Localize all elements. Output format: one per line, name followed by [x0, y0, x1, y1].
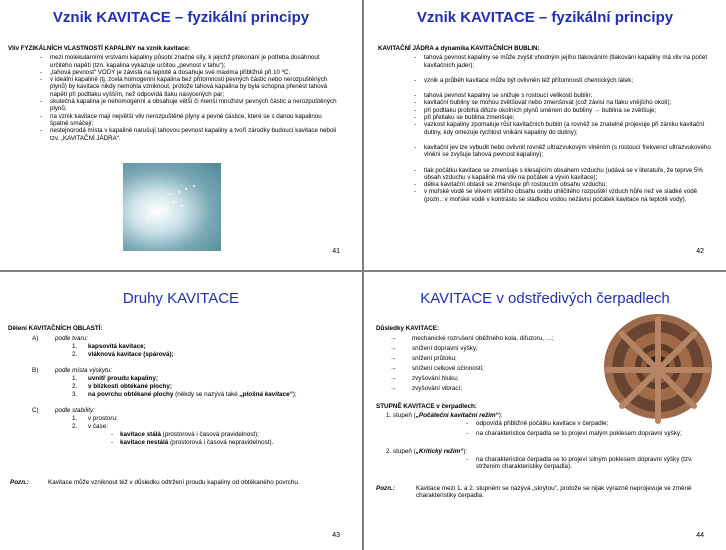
item-number: 1.: [72, 342, 78, 350]
list-item: - mezi molekulárními vrstvami kapaliny působí značné síly, k jejichž překonání je potřeba dosáhnout určitého napětí (tzn. kapalina vykazuje určitou „pevnost v tahu“);: [40, 54, 340, 69]
stage-heading: 1. stupeň („Počáteční kavitační režim“):: [386, 412, 503, 420]
bullet-list: [414, 54, 714, 69]
section-heading: Vliv FYZIKÁLNÍCH VLASTNOSTÍ KAPALINY na vznik kavitace:: [8, 45, 190, 52]
list-item: - v ideální kapalině (tj. zcela homogenní kapalina bez přítomnosti pevných částic nebo nerozpuštěných plynů) by kavitace nikdy nemohla vzniknout, protože tahová kapalina by byla schopna přenést tahová napětí při podtlaku vyšším, než odpovídá tlaku nasycených par;: [40, 76, 340, 98]
term: „plošná kavitace“: [239, 390, 293, 398]
slide-body: [8, 45, 348, 142]
criterion-label: podle tvaru:: [55, 334, 88, 342]
item-number: 3.: [72, 390, 78, 398]
list-item: - na charakteristice čerpadla se to projeví malým poklesem dopravní výšky;: [466, 430, 706, 438]
arrow-icon: →: [390, 354, 397, 362]
list-item: vláknová kavitace (spárová);: [88, 350, 174, 358]
list-item: - vznik a průběh kavitace může být ovlivněn též přítomností chemických látek;: [414, 77, 714, 84]
note-text: Kavitace může vzniknout též v důsledku odtržení proudu kapaliny od obtékaného povrchu.: [48, 478, 300, 486]
list-item: [88, 391, 297, 399]
list-item: [120, 439, 273, 447]
item-number: 2.: [72, 382, 78, 390]
slide-body: [376, 325, 716, 500]
term: kavitace nestálá: [120, 438, 169, 446]
slide-body: Dělení KAVITAČNÍCH OBLASTÍ: A) podle tvaru: 1. kapsovitá kavitace; 2. vláknová kavitace (spárová); B) podle místa výskytu: 1. uvnitř proudu kapaliny; 2. v blízkosti obtékané plochy; 3. na povrchu obtékané plochy (někdy se nazývá také „plošná kavitace“); C) podle stability: 1. v prostoru; 2. v čase: - kavitace stálá (prostorová i časová pravidelnost); - kavitace nestálá (prostorová i časová nepravidelnost). Pozn.: Kavitace může vzniknout též v důsledku odtržení proudu kapaliny od obtékaného povrchu.: [8, 325, 348, 487]
criterion-label: podle místa výskytu:: [55, 366, 113, 374]
text: (prostorová i časová pravidelnost);: [160, 430, 259, 438]
criterion-label: podle stability:: [55, 406, 95, 414]
list-item: - tahová pevnost kapaliny se může zvýšit vhodným jejího tlakováním (tlakování kapaliny má vliv na počet kavitačních jader);: [414, 54, 714, 69]
page-number: 43: [332, 532, 340, 539]
list-item: - kavitační bubliny se mohou zvětšovat nebo zmenšovat (což závisí na tlaku vnějšího okolí);: [414, 99, 714, 106]
note-label: Pozn.:: [376, 484, 395, 492]
list-item: → snížení průtoku;: [390, 354, 457, 362]
item-number: 1.: [72, 414, 78, 422]
text: (někdy se nazývá také: [173, 390, 240, 398]
list-item: - v mořské vodě se vlivem většího obsahu oxidu uhličitého rozpuštěí vzduch hůře než ve sladké vodě (pozn.: v mořské vodě v kontrastu se sladkou vodou nezávisí počátek kavitace na teplotě vody).: [414, 188, 714, 203]
list-item: v čase:: [88, 422, 108, 430]
effects-list: [390, 335, 716, 395]
text: (prostorová i časová nepravidelnost).: [168, 438, 274, 446]
stage-list: [466, 456, 696, 471]
note-label: Pozn.:: [10, 478, 29, 486]
slide-44: [364, 272, 726, 550]
list-item: → snížení dopravní výšky;: [390, 344, 478, 352]
list-item: - kavitační jev lze vybudit nebo ovlivnit rovněž ultrazvukovým vlněním (s rostoucí frekvencí ultrazvukového vlnění se zvyšuje tahová pevnost kapaliny);: [414, 144, 714, 159]
item-number: 1.: [72, 374, 78, 382]
arrow-icon: →: [390, 364, 397, 372]
slide-title: Druhy KAVITACE: [122, 290, 240, 307]
page-number: 42: [696, 248, 704, 255]
list-item: uvnitř proudu kapaliny;: [88, 374, 158, 382]
bullet-list: [414, 167, 714, 203]
list-item: - tahová pevnost kapaliny se snižuje s rostoucí velikostí bublin;: [414, 92, 714, 99]
list-item: - odpovídá přibližně počátku kavitace v čerpadle;: [466, 420, 706, 428]
list-item: → snížení celkové účinnosti;: [390, 364, 484, 372]
arrow-icon: →: [390, 374, 397, 382]
section-heading: KAVITAČNÍ JÁDRA a dynamika KAVITAČNÍCH BUBLIN:: [378, 45, 540, 52]
section-letter: A): [32, 334, 39, 342]
bullet-list: [40, 54, 340, 142]
list-item: → zvyšování hluku;: [390, 374, 459, 382]
list-item: - vazkost kapaliny zpomaluje růst kavitačních bublin (a rovněž se znatelně projevuje při zániku kavitační dutiny, kdy omezuje rychlost vnikání kapaliny do dutiny);: [414, 121, 714, 136]
note-text: Kavitace mezi 1. a 2. stupněm se nazývá „skrytou“, protože se nijak výrazně neprojevuje ve změně charakteristiky čerpadla.: [416, 484, 692, 500]
term: kavitace stálá: [120, 430, 161, 438]
list-item: → zvyšování vibrací;: [390, 384, 463, 392]
section-letter: C): [32, 406, 39, 414]
section-letter: B): [32, 366, 39, 374]
list-item: - při přetlaku se bublina zmenšuje;: [414, 114, 714, 121]
section-heading: Důsledky KAVITACE:: [376, 325, 440, 332]
slide-title: Vznik KAVITACE – fyzikální principy: [52, 9, 310, 26]
arrow-icon: →: [390, 384, 397, 392]
list-item: - tlak počátku kavitace se zmenšuje s klesajícím obsahem vzduchu (udává se v literatuře, že teprve 5% obsah vzduchu v kapalině má vliv na počátek a vývin kavitace);: [414, 167, 714, 182]
list-item: - na charakteristice čerpadla se to projeví silným poklesem dopravní výšky (tzv. stržením charakteristiky čerpadla).: [466, 456, 696, 471]
arrow-icon: →: [390, 344, 397, 352]
list-item: - skutečná kapalina je nehomogenní a obsahuje větší či menší množství pevných částic a nerozpuštěných plynů;: [40, 98, 340, 113]
slide-43: [0, 272, 362, 550]
slide-title: KAVITACE v odstředivých čerpadlech: [420, 290, 670, 307]
term: na povrchu obtékané plochy: [88, 390, 174, 398]
slide-41: [0, 0, 362, 270]
cavitation-bubbles-photo: [123, 163, 221, 251]
bullet-list: [414, 92, 714, 136]
list-item: [120, 431, 259, 439]
slide-42: [364, 0, 726, 270]
section-heading: STUPNĚ KAVITACE v čerpadlech:: [376, 402, 477, 410]
list-item: v prostoru;: [88, 414, 118, 422]
item-number: 2.: [72, 422, 78, 430]
item-number: 2.: [72, 350, 78, 358]
list-item: kapsovitá kavitace;: [88, 342, 146, 350]
list-item: - délka kavitační oblasti se zmenšuje při rostoucím obsahu vzduchu;: [414, 181, 714, 188]
list-item: - při podtlaku probíhá difúze okolních plynů směrem do bubliny → bublina se zvětšuje;: [414, 107, 714, 114]
slide-title: Vznik KAVITACE – fyzikální principy: [416, 9, 674, 26]
list-item: - „tahová pevnost“ VODY je závislá na teplotě a dosahuje své maxima přibližně při 10 ºC;: [40, 69, 340, 76]
page-number: 44: [696, 532, 704, 539]
section-heading: Dělení KAVITAČNÍCH OBLASTÍ:: [8, 325, 103, 332]
slide-body: [378, 45, 716, 203]
arrow-icon: →: [390, 334, 397, 342]
note: [376, 485, 706, 500]
page-number: 41: [332, 248, 340, 255]
list-item: - nestejnorodá místa v kapalině narušují tahovou pevnost kapaliny a tvoří zárodky budoucí kavitace neboli tzv. „KAVITAČNÍ JÁDRA“.: [40, 127, 340, 142]
list-item: v blízkosti obtékané plochy;: [88, 382, 172, 390]
list-item: → mechanické rozrušení oběžného kola, difuzoru, …;: [390, 334, 554, 342]
bullet-list: [414, 77, 714, 84]
bullet-list: [414, 144, 714, 159]
stage-heading: 2. stupeň („Kritický režim“):: [386, 447, 468, 455]
list-item: - na vznik kavitace mají největší vliv nerozpuštěné plyny a pevné částice, které se s danou kapalinou špatně smáčejí;: [40, 113, 340, 128]
text: );: [292, 390, 297, 398]
stage-list: [466, 420, 706, 438]
